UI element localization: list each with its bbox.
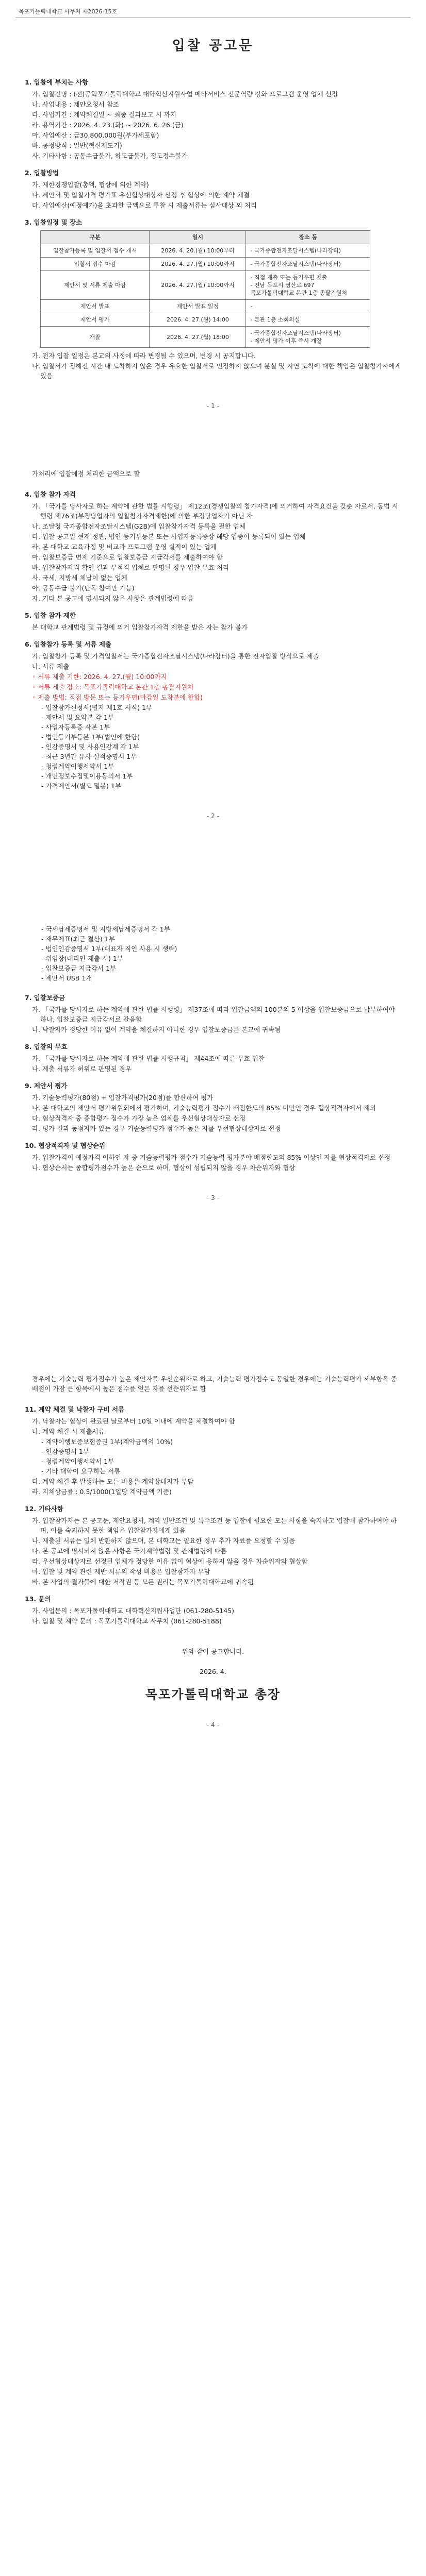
list-item: 가. 입찰참가자는 본 공고문, 제안요청서, 계약 일반조건 및 특수조건 등 입찰에 필요한 모든 사항을 숙지하고 입찰에 참가하여야 하며, 이를 숙지하지 못한 책임은 입찰참가자에게 있음 [32, 1517, 397, 1534]
list-item: 나. 협상순서는 종합평가점수가 높은 순으로 하며, 협상이 성립되지 않을 경우 차순위자와 협상 [32, 1164, 296, 1172]
section-title: 9. 제안서 평가 [25, 1082, 68, 1090]
list-item: 라. 지체상금률 : 0.5/1000(1일당 계약금액 기준) [32, 1488, 172, 1496]
list-item: 나. 입찰서가 정해진 시간 내 도착하지 않은 경우 유효한 입찰서로 인정하지 않으며 분실 및 지연 도착에 대한 책임은 입찰참가자에게 있음 [32, 362, 401, 380]
page-break [25, 821, 401, 924]
doc-list-item: - 법인등기부등본 1부(법인에 한함) [41, 733, 140, 741]
list-item: 나. 서류 제출 [32, 663, 70, 670]
table-cell: - 국가종합전자조달시스템(나라장터) [246, 258, 370, 271]
table-cell: 제안서 발표 일정 [150, 300, 246, 313]
list-item: 가. 「국가를 당사자로 하는 계약에 관한 법률 시행규칙」 제44조에 따른 무효 입찰 [32, 1055, 265, 1062]
document-body [25, 77, 401, 1730]
list-item: 다. 본 공고에 명시되지 않은 사항은 국가계약법령 및 관계법령에 따름 [32, 1547, 227, 1555]
list-item: 가. 사업문의 : 목포가톨릭대학교 대학혁신지원사업단 (061-280-5145) [32, 1607, 235, 1615]
page-number: - 4 - [207, 1721, 219, 1728]
doc-list-item: - 인감증명서 및 사용인감계 각 1부 [41, 743, 139, 751]
table-cell: - 본관 1층 소회의실 [246, 313, 370, 327]
section-title: 1. 입찰에 부치는 사항 [25, 78, 89, 86]
list-item: 나. 입찰 및 계약 문의 : 목포가톨릭대학교 사무처 (061-280-5188) [32, 1617, 222, 1625]
carryover-text: 경우에는 기술능력 평가점수가 높은 제안자를 우선순위자로 하고, 기술능력 평가점수도 동일한 경우에는 기술능력평가 세부항목 중 배점이 가장 큰 항목에서 높은 점수를 얻은 자를 선순위자로 함 [32, 1375, 397, 1393]
doc-list-item: - 최근 3년간 유사 실적증명서 1부 [41, 753, 137, 760]
doc-list-item: - 청렴계약이행서약서 1부 [41, 762, 114, 770]
section-title: 3. 입찰일정 및 장소 [25, 218, 83, 226]
section-5 [25, 611, 401, 632]
table-cell: - [246, 300, 370, 313]
list-item: 가. 낙찰자는 협상이 완료된 날로부터 10일 이내에 계약을 체결하여야 함 [32, 1417, 235, 1425]
section-9 [25, 1081, 401, 1133]
list-item: 가. 「국가를 당사자로 하는 계약에 관한 법률 시행령」 제12조(경쟁입찰의 참가자격)에 의거하여 자격요건을 갖춘 자로서, 동법 시행령 제76조(부정당업자의 입찰참가자격제한)에 의한 부정당업자가 아닌 자 [32, 502, 398, 520]
list-item: 다. 사업기간 : 계약체결일 ~ 최종 결과보고 시 까지 [32, 111, 176, 118]
table-cell: 제안서 발표 [41, 300, 150, 313]
doc-list-item: - 재무제표(최근 결산) 1부 [41, 935, 115, 943]
table-cell: 2026. 4. 27.(월) 10:00까지 [150, 271, 246, 300]
list-item: 나. 조달청 국가종합전자조달시스템(G2B)에 입찰참가자격 등록을 필한 업체 [32, 522, 245, 530]
section-2 [25, 168, 401, 210]
table-header-cell: 장소 등 [246, 231, 370, 244]
list-item: 사. 국세, 지방세 체납이 없는 업체 [32, 574, 127, 582]
list-item: 아. 공동수급 불가(단독 참여만 가능) [32, 584, 135, 592]
section-title: 2. 입찰방법 [25, 169, 59, 177]
section-4 [25, 489, 401, 603]
table-cell: 2026. 4. 20.(월) 10:00부터 [150, 244, 246, 258]
doc-list-item: - 제안서 USB 1개 [41, 974, 92, 982]
section-title: 4. 입찰 참가 자격 [25, 490, 76, 498]
table-row [41, 258, 370, 271]
table-cell: - 국가종합전자조달시스템(나라장터) - 제안서 평가 이후 즉시 개찰 [246, 327, 370, 348]
list-item: 자. 기타 본 공고에 명시되지 않은 사항은 관계법령에 따름 [32, 595, 194, 602]
table-cell: 2026. 4. 27.(월) 14:00 [150, 313, 246, 327]
signer-name: 목포가톨릭대학교 총장 [145, 1687, 281, 1702]
highlight-item: ◦ 제출 방법: 직접 방문 또는 등기우편(마감일 도착분에 한함) [32, 693, 203, 701]
list-item: 나. 사업내용 : 제안요청서 참조 [32, 100, 119, 108]
list-item: 나. 제출 서류가 허위로 판명된 경우 [32, 1065, 132, 1073]
list-item: 가. 「국가를 당사자로 하는 계약에 관한 법률 시행령」 제37조에 따라 입찰금액의 100분의 5 이상을 입찰보증금으로 납부하여야 하나, 입찰보증금 지급각서로 갈음함 [32, 1006, 395, 1023]
list-item: 가. 입찰참가 등록 및 가격입찰서는 국가종합전자조달시스템(나라장터)을 통한 전자입찰 방식으로 제출 [32, 652, 319, 660]
section-title: 8. 입찰의 무효 [25, 1043, 68, 1050]
list-item: 다. 계약 체결 후 발생하는 모든 비용은 계약상대자가 부담 [32, 1478, 194, 1485]
list-item: 바. 공정방식 : 일반(혁신제도기) [32, 142, 122, 149]
doc-list-item: - 개인정보수집및이용동의서 1부 [41, 772, 133, 780]
list-item: 나. 제출된 서류는 일체 반환하지 않으며, 본 대학교는 필요한 경우 추가 자료를 요청할 수 있음 [32, 1537, 296, 1545]
page-break [25, 411, 401, 468]
list-item: 라. 평가 결과 동점자가 있는 경우 기술능력평가 점수가 높은 자를 우선협상대상자로 선정 [32, 1125, 281, 1132]
list-item: 라. 용역기간 : 2026. 4. 23.(화) ~ 2026. 6. 26.(금) [32, 121, 184, 129]
document-header: 목포가톨릭대학교 사무처 제2026-15호 [19, 8, 118, 15]
section-title: 5. 입찰 참가 제한 [25, 612, 76, 619]
doc-list-item: - 사업자등록증 사본 1부 [41, 723, 110, 731]
list-item: 바. 입찰참가자격 확인 결과 부적격 업체로 판명된 경우 입찰 무효 처리 [32, 564, 229, 571]
list-item: 본 대학교 관계법령 및 규정에 의거 입찰참가자격 제한을 받은 자는 참가 불가 [32, 623, 248, 631]
schedule-table-body [41, 244, 370, 348]
list-item: 마. 사업예산 : 금30,800,000원(부가세포함) [32, 131, 159, 139]
section-13 [25, 1594, 401, 1626]
section-title: 7. 입찰보증금 [25, 994, 65, 1002]
table-cell: 입찰참가등록 및 입찰서 접수 개시 [41, 244, 150, 258]
closing-statement: 위와 같이 공고합니다. [182, 1648, 244, 1655]
highlight-item: ◦ 서류 제출 장소: 목포가톨릭대학교 본관 1층 총괄지원처 [32, 683, 194, 691]
table-row [41, 313, 370, 327]
table-row [41, 271, 370, 300]
table-cell: 2026. 4. 27.(월) 10:00까지 [150, 258, 246, 271]
list-item: 다. 입찰 공고일 현재 정관, 법인 등기부등본 또는 사업자등록증상 해당 업종이 등록되어 있는 업체 [32, 533, 306, 540]
doc-list-item: - 기타 대학이 요구하는 서류 [41, 1467, 121, 1475]
page-break [25, 1203, 401, 1373]
table-row [41, 244, 370, 258]
announcement-date: 2026. 4. [200, 1668, 226, 1675]
doc-list-item: - 입찰참가신청서(별지 제1호 서식) 1부 [41, 704, 153, 711]
list-item: 가. 입찰건명 : (전)공혁포가톨릭대학교 대학혁신지원사업 메타서비스 전문역량 강화 프로그램 운영 업체 선정 [32, 90, 338, 98]
document-title: 입찰 공고문 [172, 38, 254, 54]
section-1 [25, 77, 401, 161]
table-cell: - 국가종합전자조달시스템(나라장터) [246, 244, 370, 258]
table-cell: 개찰 [41, 327, 150, 348]
list-item: 가. 기술능력평가(80점) + 입찰가격평가(20점)를 합산하여 평가 [32, 1094, 214, 1101]
doc-list-item: - 제안서 및 요약본 각 1부 [41, 714, 114, 721]
list-item: 마. 입찰 및 계약 관련 제반 서류의 작성 비용은 입찰참가자 부담 [32, 1568, 210, 1575]
table-cell: 입찰서 접수 마감 [41, 258, 150, 271]
table-header-cell: 일시 [150, 231, 246, 244]
list-item: 나. 계약 체결 시 제출서류 [32, 1428, 105, 1435]
doc-list-item: - 청렴계약이행서약서 1부 [41, 1458, 114, 1465]
doc-list-item: - 입찰보증금 지급각서 1부 [41, 964, 117, 972]
page-number: - 1 - [207, 402, 219, 410]
table-header-row [41, 231, 370, 244]
list-item: 나. 본 대학교의 제안서 평가위원회에서 평가하며, 기술능력평가 점수가 배점한도의 85% 미만인 경우 협상적격자에서 제외 [32, 1104, 376, 1112]
section-title: 13. 문의 [25, 1595, 51, 1603]
section-3 [25, 217, 401, 381]
doc-list-item: - 가격제안서(별도 밀봉) 1부 [41, 782, 121, 790]
list-item: 라. 우선협상대상자로 선정된 업체가 정당한 이유 없이 협상에 응하지 않을 경우 차순위자와 협상함 [32, 1557, 308, 1565]
table-header-cell: 구분 [41, 231, 150, 244]
doc-list-item: - 인감증명서 1부 [41, 1448, 89, 1455]
list-item: 나. 제안서 및 입찰가격 평가표 우선협상대상자 선정 후 협상에 의한 계약 체결 [32, 191, 250, 199]
table-cell: 제안서 평가 [41, 313, 150, 327]
section-title: 6. 입찰참가 등록 및 서류 제출 [25, 640, 112, 648]
section-title: 11. 계약 체결 및 낙찰자 구비 서류 [25, 1405, 125, 1413]
table-cell: 2026. 4. 27.(월) 18:00 [150, 327, 246, 348]
doc-list-item: - 계약이행보증보험증권 1부(계약금액의 10%) [41, 1438, 173, 1446]
highlight-item: ◦ 서류 제출 기한: 2026. 4. 27.(월) 10:00까지 [32, 673, 167, 681]
list-item: 사. 기타사항 : 공동수급불가, 하도급불가, 정도정수불가 [32, 152, 188, 160]
section-8 [25, 1042, 401, 1074]
section-title: 12. 기타사항 [25, 1505, 63, 1513]
list-item: 가. 제한경쟁입찰(총액, 협상에 의한 계약) [32, 181, 149, 189]
page-number: - 2 - [207, 812, 219, 820]
list-item: 마. 입찰보증금 면제 기준으로 입찰보증금 지급각서를 제출하여야 함 [32, 553, 223, 561]
doc-list-item: - 법인인감증명서 1부(대표자 직인 사용 시 생략) [41, 945, 177, 953]
schedule-table [40, 230, 370, 348]
doc-list-item: - 위임장(대리인 제출 시) 1부 [41, 955, 123, 962]
list-item: 바. 본 사업의 결과물에 대한 저작권 등 모든 권리는 목포가톨릭대학교에 귀속됨 [32, 1578, 254, 1586]
table-row [41, 300, 370, 313]
section-7 [25, 993, 401, 1035]
page-number: - 3 - [207, 1194, 219, 1201]
section-title: 10. 협상적격자 및 협상순위 [25, 1142, 105, 1149]
list-item: 라. 본 대학교 교육과정 및 비교과 프로그램 운영 실적이 있는 업체 [32, 543, 217, 551]
section-11 [25, 1404, 401, 1497]
list-item: 가. 전자 입찰 일정은 본교의 사정에 따라 변경될 수 있으며, 변경 시 공지합니다. [32, 352, 256, 360]
list-item: 다. 사업예산(예정예가)을 초과한 금액으로 투찰 시 제출서류는 심사대상 외 처리 [32, 201, 257, 209]
section-10 [25, 1141, 401, 1173]
doc-list-item: - 국세납세증명서 및 지방세납세증명서 각 1부 [41, 925, 170, 933]
carryover-text: 가처리에 입찰예정 처리한 금액으로 할 [32, 470, 140, 478]
list-item: 가. 입찰가격이 예정가격 이하인 자 중 기술능력평가 점수가 기술능력 평가분야 배점한도의 85% 이상인 자를 협상적격자로 선정 [32, 1154, 391, 1161]
list-item: 다. 협상적격자 중 종합평가 점수가 가장 높은 업체를 우선협상대상자로 선정 [32, 1114, 246, 1122]
table-cell: - 직접 제출 또는 등기우편 제출 - 전남 목포시 영산로 697 목포가톨릭대학교 본관 1층 총괄지원처 [246, 271, 370, 300]
section-12 [25, 1504, 401, 1587]
list-item: 나. 낙찰자가 정당한 이유 없이 계약을 체결하지 아니한 경우 입찰보증금은 본교에 귀속됨 [32, 1026, 281, 1033]
table-row [41, 327, 370, 348]
section-6 [25, 639, 401, 791]
table-cell: 제안서 및 서류 제출 마감 [41, 271, 150, 300]
